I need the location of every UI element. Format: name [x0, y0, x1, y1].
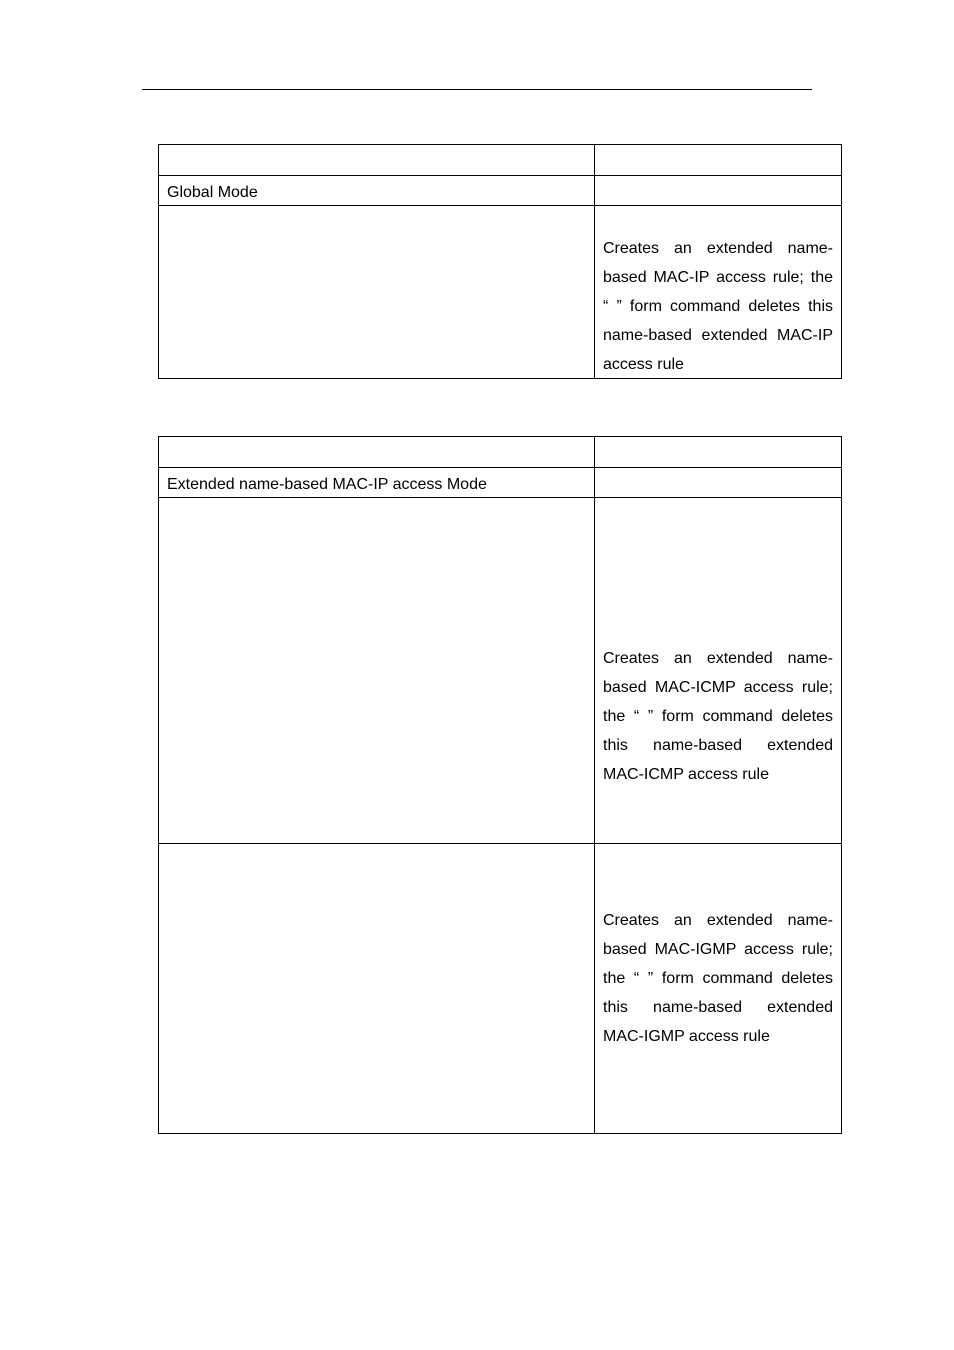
command-table-global	[158, 144, 842, 379]
command-cell	[159, 498, 595, 844]
command-cell	[159, 206, 595, 379]
table-row	[159, 498, 842, 844]
mode-cell	[159, 176, 595, 206]
mode-row	[159, 468, 842, 498]
description-text: Creates an extended name-based MAC-IGMP access rule; the “ ” form command deletes this name-based extended MAC-IGMP access rule	[603, 912, 833, 1045]
table-header-row	[159, 145, 842, 176]
mode-cell	[159, 468, 595, 498]
command-table-mac-ip	[158, 436, 842, 1134]
mode-label: Extended name-based MAC-IP access Mode	[167, 476, 487, 493]
mode-label: Global Mode	[167, 184, 258, 201]
page-header-rule	[142, 89, 812, 90]
mode-empty-cell	[595, 176, 842, 206]
table-row	[159, 206, 842, 379]
table-header-row	[159, 437, 842, 468]
description-text: Creates an extended name-based MAC-IP access rule; the “ ” form command deletes this name-based extended MAC-IP access rule	[603, 240, 833, 373]
description-cell	[595, 844, 842, 1134]
explanation-header-cell	[595, 145, 842, 176]
mode-empty-cell	[595, 468, 842, 498]
mode-row	[159, 176, 842, 206]
description-cell	[595, 498, 842, 844]
table-row	[159, 844, 842, 1134]
description-text: Creates an extended name-based MAC-ICMP access rule; the “ ” form command deletes this name-based extended MAC-ICMP access rule	[603, 649, 833, 783]
command-cell	[159, 844, 595, 1134]
explanation-header-cell	[595, 437, 842, 468]
description-cell	[595, 206, 842, 379]
command-header-cell	[159, 437, 595, 468]
command-header-cell	[159, 145, 595, 176]
